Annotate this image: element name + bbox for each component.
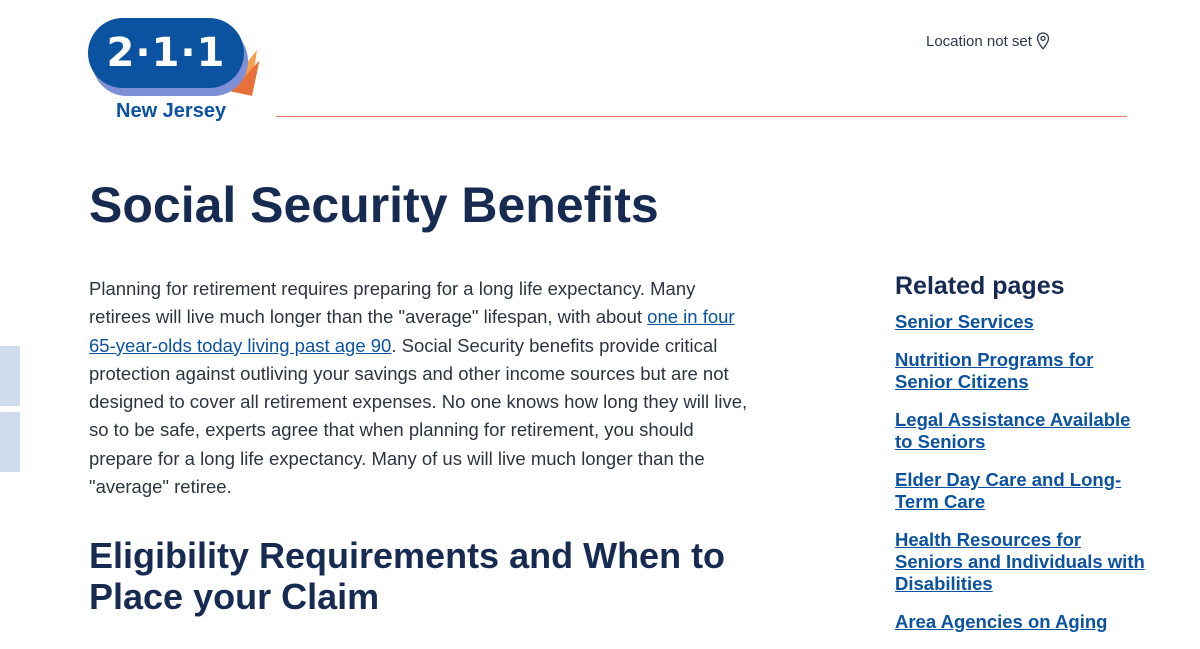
- logo-speech-bubble: [88, 18, 244, 88]
- related-pages-sidebar: [895, 272, 1145, 649]
- intro-text-start: Planning for retirement requires preparing for a long life expectancy. Many retirees will live much longer than the "average" lifespan, with about: [89, 278, 696, 328]
- location-selector[interactable]: [926, 32, 1050, 50]
- intro-paragraph: [89, 275, 757, 501]
- related-link-area-agencies[interactable]: Area Agencies on Aging: [895, 611, 1108, 632]
- section-heading-eligibility: Eligibility Requirements and When to Place your Claim: [89, 535, 726, 617]
- logo-region: New Jersey: [116, 100, 227, 122]
- side-tab[interactable]: [0, 412, 20, 472]
- related-pages-list: [895, 311, 1145, 633]
- list-item: [895, 409, 1145, 453]
- list-item: [895, 349, 1145, 393]
- life-expectancy-link[interactable]: one in four 65-year-olds today living past age 90: [89, 306, 735, 356]
- header-divider: [276, 116, 1127, 117]
- site-logo[interactable]: [88, 18, 260, 128]
- side-tab[interactable]: [0, 346, 20, 406]
- list-item: [895, 469, 1145, 513]
- list-item: [895, 311, 1145, 333]
- related-link-legal-assistance[interactable]: Legal Assistance Available to Seniors: [895, 409, 1131, 452]
- intro-text-end: . Social Security benefits provide critical protection against outliving your savings and other income sources but are not designed to cover all retirement expenses. No one knows how long they will live, so to be safe, experts agree that when planning for retirement, you should prepare for a long life expectancy. Many of us will live much longer than the "average" retiree.: [89, 334, 748, 498]
- related-link-senior-services[interactable]: Senior Services: [895, 311, 1034, 332]
- related-link-nutrition-programs[interactable]: Nutrition Programs for Senior Citizens: [895, 349, 1094, 392]
- location-label: Location not set: [926, 32, 1032, 50]
- related-pages-heading: Related pages: [895, 272, 1065, 300]
- related-link-health-resources[interactable]: Health Resources for Seniors and Individuals with Disabilities: [895, 529, 1145, 594]
- logo-number: 2·1·1: [106, 30, 226, 76]
- list-item: [895, 529, 1145, 595]
- map-pin-icon: [1036, 32, 1050, 50]
- related-link-elder-day-care[interactable]: Elder Day Care and Long-Term Care: [895, 469, 1122, 512]
- page-title: Social Security Benefits: [89, 177, 659, 233]
